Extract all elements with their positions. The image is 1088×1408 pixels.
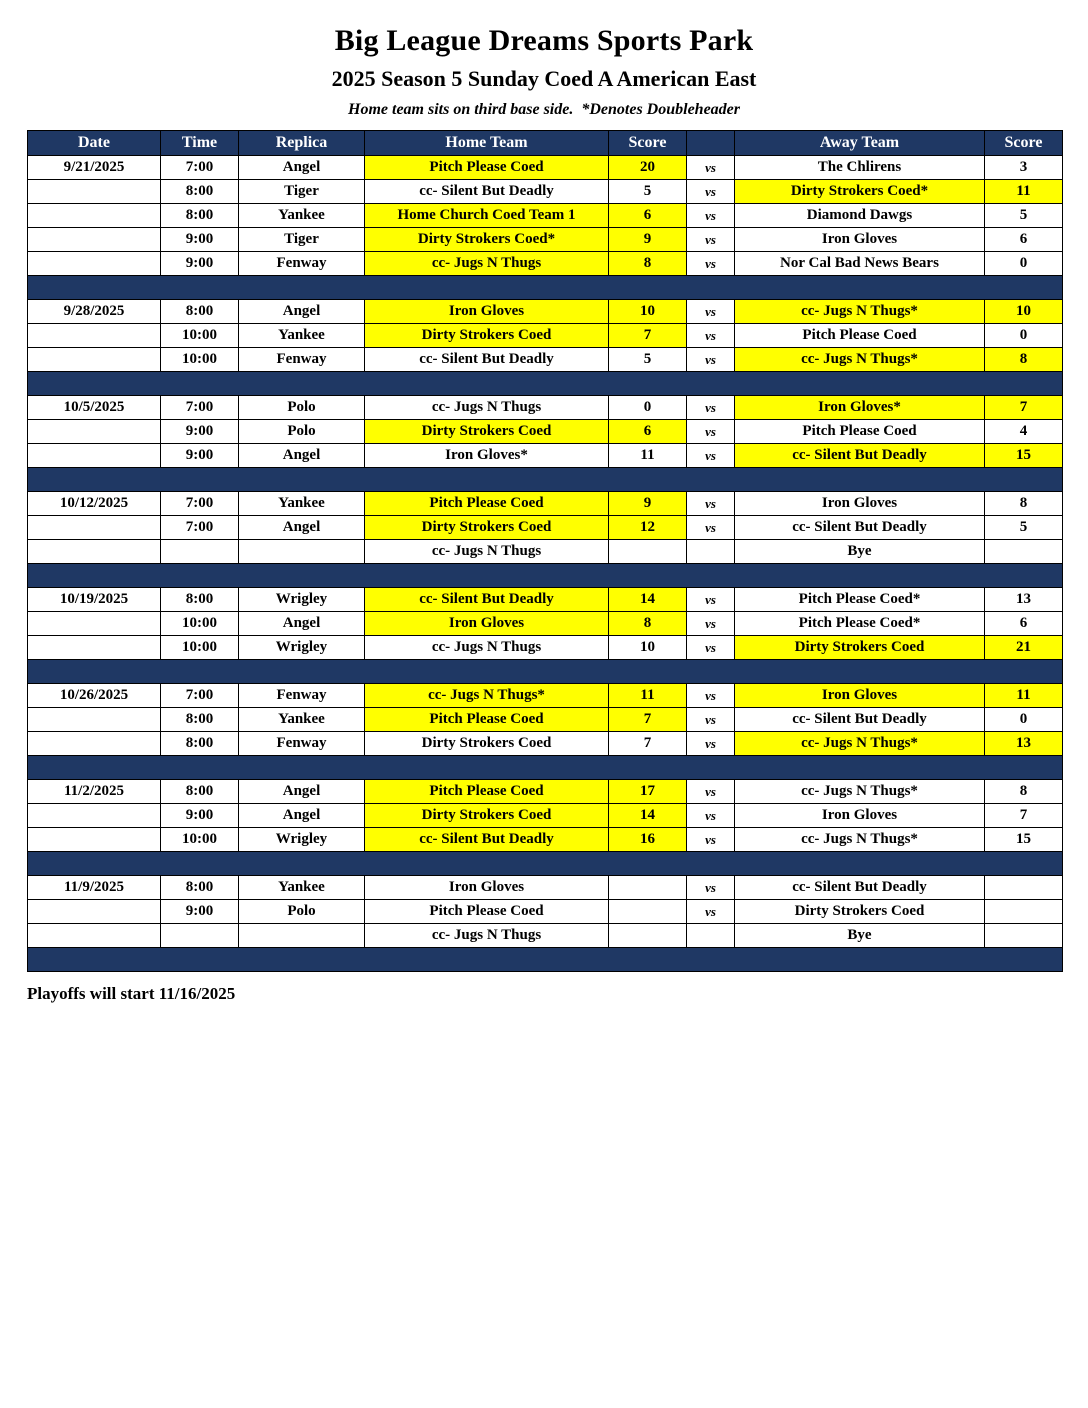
home-score-cell: 9 — [609, 228, 687, 252]
game-row — [28, 348, 1063, 372]
away-score-cell — [985, 900, 1063, 924]
date-cell: 11/9/2025 — [28, 876, 161, 900]
vs-cell: vs — [687, 348, 735, 372]
away-score-cell: 3 — [985, 156, 1063, 180]
vs-cell: vs — [687, 180, 735, 204]
home-team-cell: cc- Silent But Deadly — [365, 588, 609, 612]
game-row — [28, 420, 1063, 444]
home-score-cell: 11 — [609, 444, 687, 468]
table-header-row — [28, 131, 1063, 156]
vs-cell: vs — [687, 204, 735, 228]
home-team-cell: cc- Jugs N Thugs — [365, 540, 609, 564]
home-score-cell — [609, 900, 687, 924]
away-team-cell: Bye — [735, 924, 985, 948]
game-row — [28, 252, 1063, 276]
home-team-cell: Dirty Strokers Coed — [365, 804, 609, 828]
date-cell — [28, 636, 161, 660]
away-team-cell: cc- Silent But Deadly — [735, 444, 985, 468]
game-row — [28, 780, 1063, 804]
playoffs-note: Playoffs will start 11/16/2025 — [27, 984, 236, 1003]
away-score-cell: 15 — [985, 828, 1063, 852]
game-row — [28, 540, 1063, 564]
column-header-date: Date — [28, 131, 161, 156]
separator-cell — [28, 852, 1063, 876]
game-row — [28, 396, 1063, 420]
replica-cell: Yankee — [239, 876, 365, 900]
vs-cell: vs — [687, 420, 735, 444]
home-team-cell: Iron Gloves — [365, 612, 609, 636]
home-team-cell: cc- Jugs N Thugs — [365, 924, 609, 948]
time-cell: 10:00 — [161, 348, 239, 372]
away-score-cell — [985, 924, 1063, 948]
home-score-cell — [609, 540, 687, 564]
separator-row — [28, 948, 1063, 972]
vs-cell: vs — [687, 612, 735, 636]
home-team-cell: cc- Silent But Deadly — [365, 828, 609, 852]
home-score-cell: 14 — [609, 588, 687, 612]
replica-cell: Angel — [239, 444, 365, 468]
vs-cell: vs — [687, 324, 735, 348]
time-cell: 8:00 — [161, 204, 239, 228]
home-team-cell: Pitch Please Coed — [365, 156, 609, 180]
date-cell — [28, 708, 161, 732]
time-cell — [161, 924, 239, 948]
time-cell: 10:00 — [161, 324, 239, 348]
home-score-cell: 14 — [609, 804, 687, 828]
separator-cell — [28, 564, 1063, 588]
vs-cell: vs — [687, 492, 735, 516]
home-team-cell: Iron Gloves — [365, 876, 609, 900]
home-team-cell: cc- Jugs N Thugs — [365, 636, 609, 660]
date-cell: 10/26/2025 — [28, 684, 161, 708]
away-score-cell: 6 — [985, 612, 1063, 636]
vs-cell: vs — [687, 444, 735, 468]
away-team-cell: cc- Silent But Deadly — [735, 708, 985, 732]
time-cell — [161, 540, 239, 564]
game-row — [28, 204, 1063, 228]
game-row — [28, 636, 1063, 660]
column-header-score: Score — [985, 131, 1063, 156]
replica-cell: Polo — [239, 420, 365, 444]
time-cell: 9:00 — [161, 804, 239, 828]
away-team-cell: Bye — [735, 540, 985, 564]
game-row — [28, 828, 1063, 852]
away-score-cell: 8 — [985, 348, 1063, 372]
replica-cell: Angel — [239, 516, 365, 540]
home-score-cell: 7 — [609, 732, 687, 756]
page-note: Home team sits on third base side. *Denotes Doubleheader — [348, 101, 740, 118]
away-score-cell: 11 — [985, 684, 1063, 708]
away-team-cell: Iron Gloves* — [735, 396, 985, 420]
game-row — [28, 516, 1063, 540]
vs-cell: vs — [687, 156, 735, 180]
home-team-cell: Dirty Strokers Coed* — [365, 228, 609, 252]
replica-cell: Yankee — [239, 204, 365, 228]
away-team-cell: Dirty Strokers Coed — [735, 636, 985, 660]
date-cell: 11/2/2025 — [28, 780, 161, 804]
date-cell — [28, 924, 161, 948]
away-score-cell: 0 — [985, 324, 1063, 348]
game-row — [28, 708, 1063, 732]
away-team-cell: cc- Jugs N Thugs* — [735, 732, 985, 756]
away-score-cell: 0 — [985, 708, 1063, 732]
home-team-cell: cc- Jugs N Thugs — [365, 396, 609, 420]
home-team-cell: Pitch Please Coed — [365, 708, 609, 732]
vs-cell: vs — [687, 588, 735, 612]
time-cell: 7:00 — [161, 396, 239, 420]
vs-cell: vs — [687, 708, 735, 732]
separator-cell — [28, 276, 1063, 300]
separator-cell — [28, 468, 1063, 492]
vs-cell: vs — [687, 396, 735, 420]
replica-cell: Wrigley — [239, 588, 365, 612]
home-score-cell: 9 — [609, 492, 687, 516]
home-team-cell: Pitch Please Coed — [365, 900, 609, 924]
replica-cell: Polo — [239, 900, 365, 924]
time-cell: 10:00 — [161, 828, 239, 852]
time-cell: 8:00 — [161, 708, 239, 732]
separator-row — [28, 756, 1063, 780]
column-header-score: Score — [609, 131, 687, 156]
away-team-cell: Diamond Dawgs — [735, 204, 985, 228]
vs-cell: vs — [687, 228, 735, 252]
replica-cell: Angel — [239, 780, 365, 804]
away-team-cell: Iron Gloves — [735, 684, 985, 708]
column-header-time: Time — [161, 131, 239, 156]
time-cell: 8:00 — [161, 780, 239, 804]
home-score-cell: 10 — [609, 300, 687, 324]
date-cell — [28, 204, 161, 228]
home-team-cell: Dirty Strokers Coed — [365, 324, 609, 348]
away-score-cell: 11 — [985, 180, 1063, 204]
home-score-cell: 12 — [609, 516, 687, 540]
time-cell: 7:00 — [161, 156, 239, 180]
away-score-cell: 4 — [985, 420, 1063, 444]
home-score-cell: 8 — [609, 252, 687, 276]
away-team-cell: Dirty Strokers Coed* — [735, 180, 985, 204]
home-score-cell: 7 — [609, 324, 687, 348]
replica-cell: Yankee — [239, 492, 365, 516]
date-cell — [28, 420, 161, 444]
replica-cell: Fenway — [239, 252, 365, 276]
replica-cell: Tiger — [239, 180, 365, 204]
away-team-cell: Pitch Please Coed — [735, 324, 985, 348]
replica-cell: Angel — [239, 612, 365, 636]
away-team-cell: Dirty Strokers Coed — [735, 900, 985, 924]
away-team-cell: The Chlirens — [735, 156, 985, 180]
date-cell — [28, 444, 161, 468]
away-team-cell: Iron Gloves — [735, 804, 985, 828]
home-team-cell: Dirty Strokers Coed — [365, 732, 609, 756]
away-team-cell: cc- Jugs N Thugs* — [735, 300, 985, 324]
date-cell — [28, 612, 161, 636]
vs-cell: vs — [687, 300, 735, 324]
time-cell: 8:00 — [161, 588, 239, 612]
away-score-cell: 8 — [985, 492, 1063, 516]
away-score-cell: 21 — [985, 636, 1063, 660]
date-cell — [28, 324, 161, 348]
vs-cell: vs — [687, 516, 735, 540]
home-score-cell — [609, 876, 687, 900]
home-team-cell: cc- Jugs N Thugs — [365, 252, 609, 276]
game-row — [28, 588, 1063, 612]
home-score-cell — [609, 924, 687, 948]
replica-cell: Yankee — [239, 324, 365, 348]
game-row — [28, 324, 1063, 348]
game-row — [28, 876, 1063, 900]
vs-cell: vs — [687, 780, 735, 804]
time-cell: 9:00 — [161, 444, 239, 468]
away-score-cell: 10 — [985, 300, 1063, 324]
game-row — [28, 180, 1063, 204]
game-row — [28, 924, 1063, 948]
home-score-cell: 20 — [609, 156, 687, 180]
home-score-cell: 17 — [609, 780, 687, 804]
vs-cell — [687, 924, 735, 948]
away-team-cell: Pitch Please Coed — [735, 420, 985, 444]
time-cell: 10:00 — [161, 612, 239, 636]
replica-cell: Tiger — [239, 228, 365, 252]
away-team-cell: cc- Silent But Deadly — [735, 516, 985, 540]
column-header-vs — [687, 131, 735, 156]
home-score-cell: 11 — [609, 684, 687, 708]
column-header-replica: Replica — [239, 131, 365, 156]
date-cell — [28, 540, 161, 564]
date-cell: 9/21/2025 — [28, 156, 161, 180]
time-cell: 10:00 — [161, 636, 239, 660]
vs-cell: vs — [687, 684, 735, 708]
game-row — [28, 228, 1063, 252]
date-cell — [28, 348, 161, 372]
home-team-cell: Iron Gloves* — [365, 444, 609, 468]
replica-cell: Angel — [239, 804, 365, 828]
away-score-cell: 5 — [985, 516, 1063, 540]
date-cell: 10/12/2025 — [28, 492, 161, 516]
home-score-cell: 16 — [609, 828, 687, 852]
separator-cell — [28, 372, 1063, 396]
away-team-cell: Iron Gloves — [735, 228, 985, 252]
away-score-cell: 15 — [985, 444, 1063, 468]
time-cell: 9:00 — [161, 900, 239, 924]
away-score-cell: 0 — [985, 252, 1063, 276]
game-row — [28, 492, 1063, 516]
time-cell: 7:00 — [161, 684, 239, 708]
away-score-cell: 6 — [985, 228, 1063, 252]
replica-cell: Wrigley — [239, 828, 365, 852]
vs-cell: vs — [687, 804, 735, 828]
replica-cell: Fenway — [239, 732, 365, 756]
home-team-cell: Home Church Coed Team 1 — [365, 204, 609, 228]
vs-cell: vs — [687, 828, 735, 852]
column-header-home-team: Home Team — [365, 131, 609, 156]
away-team-cell: cc- Jugs N Thugs* — [735, 348, 985, 372]
home-score-cell: 6 — [609, 420, 687, 444]
home-team-cell: Dirty Strokers Coed — [365, 420, 609, 444]
time-cell: 8:00 — [161, 732, 239, 756]
vs-cell — [687, 540, 735, 564]
home-score-cell: 6 — [609, 204, 687, 228]
replica-cell: Fenway — [239, 684, 365, 708]
home-score-cell: 10 — [609, 636, 687, 660]
game-row — [28, 684, 1063, 708]
vs-cell: vs — [687, 732, 735, 756]
away-score-cell: 7 — [985, 804, 1063, 828]
separator-row — [28, 852, 1063, 876]
page-subtitle: 2025 Season 5 Sunday Coed A American East — [331, 66, 757, 91]
home-score-cell: 7 — [609, 708, 687, 732]
home-score-cell: 5 — [609, 348, 687, 372]
separator-cell — [28, 756, 1063, 780]
away-score-cell: 13 — [985, 732, 1063, 756]
page-title: Big League Dreams Sports Park — [334, 24, 754, 57]
game-row — [28, 900, 1063, 924]
date-cell: 10/5/2025 — [28, 396, 161, 420]
replica-cell: Polo — [239, 396, 365, 420]
replica-cell: Angel — [239, 156, 365, 180]
away-score-cell: 8 — [985, 780, 1063, 804]
home-team-cell: Dirty Strokers Coed — [365, 516, 609, 540]
away-team-cell: cc- Jugs N Thugs* — [735, 780, 985, 804]
date-cell — [28, 180, 161, 204]
home-team-cell: cc- Silent But Deadly — [365, 180, 609, 204]
time-cell: 7:00 — [161, 492, 239, 516]
home-team-cell: cc- Silent But Deadly — [365, 348, 609, 372]
home-team-cell: cc- Jugs N Thugs* — [365, 684, 609, 708]
date-cell — [28, 252, 161, 276]
separator-cell — [28, 660, 1063, 684]
replica-cell: Angel — [239, 300, 365, 324]
vs-cell: vs — [687, 876, 735, 900]
away-team-cell: Pitch Please Coed* — [735, 588, 985, 612]
time-cell: 9:00 — [161, 228, 239, 252]
replica-cell: Fenway — [239, 348, 365, 372]
home-team-cell: Pitch Please Coed — [365, 780, 609, 804]
away-score-cell: 5 — [985, 204, 1063, 228]
away-team-cell: Iron Gloves — [735, 492, 985, 516]
column-header-away-team: Away Team — [735, 131, 985, 156]
home-team-cell: Pitch Please Coed — [365, 492, 609, 516]
separator-row — [28, 276, 1063, 300]
away-score-cell: 7 — [985, 396, 1063, 420]
game-row — [28, 804, 1063, 828]
time-cell: 7:00 — [161, 516, 239, 540]
away-score-cell — [985, 540, 1063, 564]
away-team-cell: Nor Cal Bad News Bears — [735, 252, 985, 276]
vs-cell: vs — [687, 900, 735, 924]
game-row — [28, 444, 1063, 468]
separator-row — [28, 564, 1063, 588]
game-row — [28, 300, 1063, 324]
vs-cell: vs — [687, 636, 735, 660]
away-team-cell: Pitch Please Coed* — [735, 612, 985, 636]
schedule-table — [27, 130, 1063, 972]
replica-cell — [239, 540, 365, 564]
date-cell: 9/28/2025 — [28, 300, 161, 324]
game-row — [28, 732, 1063, 756]
game-row — [28, 612, 1063, 636]
home-score-cell: 0 — [609, 396, 687, 420]
date-cell — [28, 732, 161, 756]
date-cell — [28, 900, 161, 924]
vs-cell: vs — [687, 252, 735, 276]
replica-cell: Yankee — [239, 708, 365, 732]
separator-row — [28, 660, 1063, 684]
replica-cell — [239, 924, 365, 948]
away-score-cell — [985, 876, 1063, 900]
time-cell: 8:00 — [161, 180, 239, 204]
away-score-cell: 13 — [985, 588, 1063, 612]
separator-row — [28, 468, 1063, 492]
away-team-cell: cc- Silent But Deadly — [735, 876, 985, 900]
time-cell: 9:00 — [161, 420, 239, 444]
replica-cell: Wrigley — [239, 636, 365, 660]
home-score-cell: 8 — [609, 612, 687, 636]
date-cell — [28, 516, 161, 540]
date-cell: 10/19/2025 — [28, 588, 161, 612]
separator-cell — [28, 948, 1063, 972]
date-cell — [28, 228, 161, 252]
separator-row — [28, 372, 1063, 396]
time-cell: 8:00 — [161, 300, 239, 324]
time-cell: 8:00 — [161, 876, 239, 900]
home-team-cell: Iron Gloves — [365, 300, 609, 324]
date-cell — [28, 804, 161, 828]
home-score-cell: 5 — [609, 180, 687, 204]
date-cell — [28, 828, 161, 852]
game-row — [28, 156, 1063, 180]
time-cell: 9:00 — [161, 252, 239, 276]
away-team-cell: cc- Jugs N Thugs* — [735, 828, 985, 852]
